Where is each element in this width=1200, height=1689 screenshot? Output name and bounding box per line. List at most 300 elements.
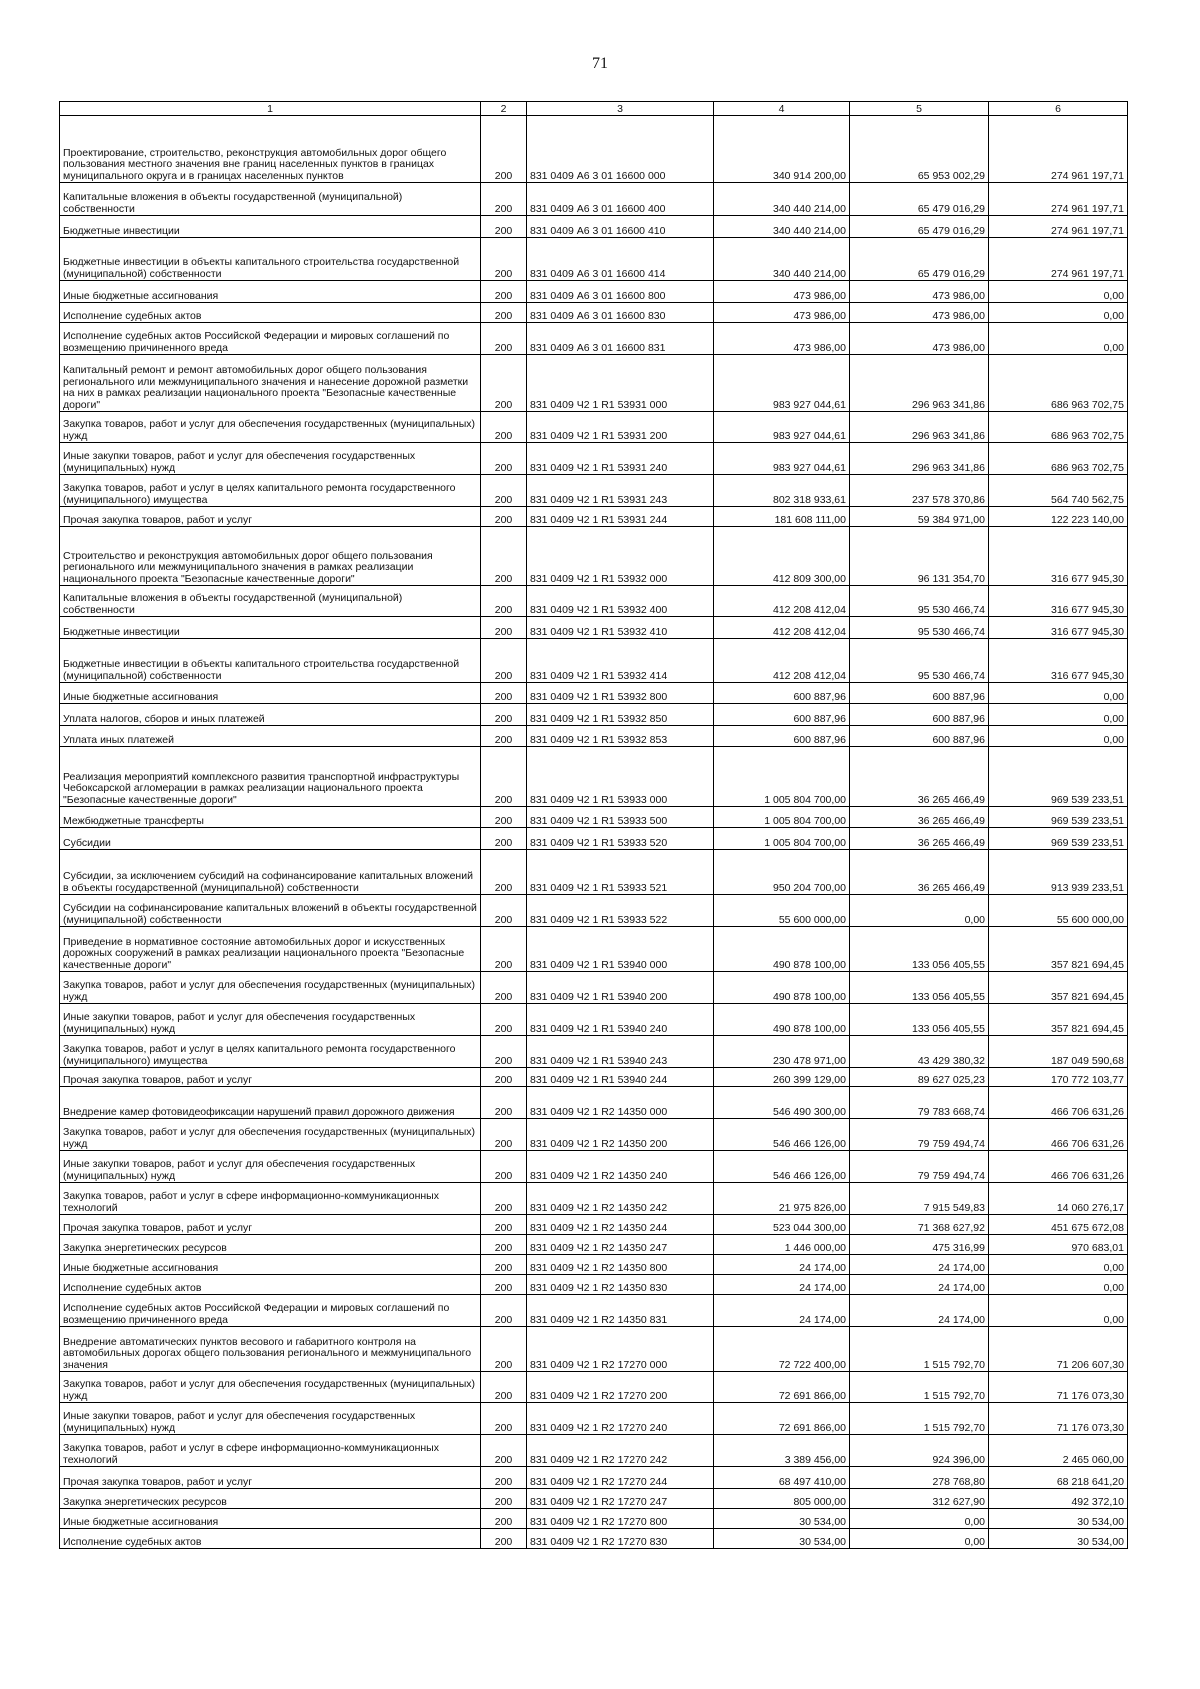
row-line-code: 200: [481, 1183, 527, 1215]
table-row: [60, 216, 1128, 238]
row-remaining-amount: 71 176 073,30: [989, 1372, 1128, 1403]
row-classification-code: 831 0409 Ч2 1 R2 17270 000: [527, 1327, 714, 1372]
row-executed-amount: 95 530 466,74: [850, 639, 989, 683]
row-executed-amount: 65 479 016,29: [850, 216, 989, 238]
column-header: 2: [481, 102, 527, 116]
table-row: [60, 617, 1128, 639]
row-line-code: 200: [481, 1004, 527, 1036]
row-executed-amount: 65 479 016,29: [850, 183, 989, 216]
row-approved-amount: 473 986,00: [714, 303, 850, 323]
row-executed-amount: 1 515 792,70: [850, 1372, 989, 1403]
row-classification-code: 831 0409 Ч2 1 R2 14350 000: [527, 1087, 714, 1119]
row-name: Бюджетные инвестиции в объекты капитального строительства государственной (муниципальной) собственности: [60, 639, 481, 683]
table-row: [60, 238, 1128, 281]
row-remaining-amount: 969 539 233,51: [989, 828, 1128, 850]
row-approved-amount: 546 490 300,00: [714, 1087, 850, 1119]
row-approved-amount: 340 440 214,00: [714, 183, 850, 216]
row-line-code: 200: [481, 1036, 527, 1068]
row-classification-code: 831 0409 А6 3 01 16600 000: [527, 116, 714, 183]
row-executed-amount: 475 316,99: [850, 1235, 989, 1255]
row-executed-amount: 296 963 341,86: [850, 412, 989, 443]
row-executed-amount: 71 368 627,92: [850, 1215, 989, 1235]
table-row: [60, 747, 1128, 807]
row-executed-amount: 65 479 016,29: [850, 238, 989, 281]
row-classification-code: 831 0409 Ч2 1 R1 53932 410: [527, 617, 714, 639]
row-classification-code: 831 0409 Ч2 1 R1 53931 200: [527, 412, 714, 443]
row-remaining-amount: 71 176 073,30: [989, 1403, 1128, 1435]
row-name: Закупка товаров, работ и услуг для обеспечения государственных (муниципальных) нужд: [60, 1119, 481, 1151]
row-remaining-amount: 0,00: [989, 281, 1128, 303]
row-line-code: 200: [481, 828, 527, 850]
row-remaining-amount: 451 675 672,08: [989, 1215, 1128, 1235]
row-classification-code: 831 0409 Ч2 1 R1 53940 243: [527, 1036, 714, 1068]
row-line-code: 200: [481, 807, 527, 828]
table-row: [60, 1183, 1128, 1215]
row-approved-amount: 3 389 456,00: [714, 1435, 850, 1467]
row-line-code: 200: [481, 1255, 527, 1275]
row-name: Закупка товаров, работ и услуг в сфере информационно-коммуникационных технологий: [60, 1435, 481, 1467]
table-row: [60, 443, 1128, 475]
row-remaining-amount: 969 539 233,51: [989, 747, 1128, 807]
row-remaining-amount: 0,00: [989, 1255, 1128, 1275]
row-line-code: 200: [481, 972, 527, 1004]
row-executed-amount: 79 759 494,74: [850, 1151, 989, 1183]
row-name: Иные закупки товаров, работ и услуг для обеспечения государственных (муниципальных) нужд: [60, 1004, 481, 1036]
row-name: Закупка энергетических ресурсов: [60, 1489, 481, 1509]
row-classification-code: 831 0409 Ч2 1 R2 14350 247: [527, 1235, 714, 1255]
column-header: 1: [60, 102, 481, 116]
row-name: Уплата налогов, сборов и иных платежей: [60, 704, 481, 726]
row-line-code: 200: [481, 1509, 527, 1529]
row-approved-amount: 72 691 866,00: [714, 1403, 850, 1435]
row-remaining-amount: 2 465 060,00: [989, 1435, 1128, 1467]
row-approved-amount: 600 887,96: [714, 704, 850, 726]
row-line-code: 200: [481, 704, 527, 726]
table-row: [60, 1403, 1128, 1435]
row-remaining-amount: 0,00: [989, 303, 1128, 323]
row-executed-amount: 95 530 466,74: [850, 617, 989, 639]
row-classification-code: 831 0409 Ч2 1 R2 17270 830: [527, 1529, 714, 1549]
row-remaining-amount: 686 963 702,75: [989, 412, 1128, 443]
row-remaining-amount: 0,00: [989, 323, 1128, 355]
table-row: [60, 927, 1128, 972]
row-executed-amount: 600 887,96: [850, 726, 989, 747]
row-name: Строительство и реконструкция автомобильных дорог общего пользования регионального или межмуниципального значения в рамках реализации национального проекта "Безопасные качественные дороги": [60, 527, 481, 586]
row-executed-amount: 1 515 792,70: [850, 1327, 989, 1372]
row-classification-code: 831 0409 Ч2 1 R1 53931 244: [527, 507, 714, 527]
row-classification-code: 831 0409 А6 3 01 16600 831: [527, 323, 714, 355]
row-remaining-amount: 913 939 233,51: [989, 850, 1128, 895]
row-approved-amount: 24 174,00: [714, 1295, 850, 1327]
row-name: Исполнение судебных актов: [60, 303, 481, 323]
row-name: Капитальные вложения в объекты государственной (муниципальной) собственности: [60, 183, 481, 216]
row-name: Субсидии: [60, 828, 481, 850]
row-classification-code: 831 0409 Ч2 1 R1 53932 414: [527, 639, 714, 683]
row-name: Внедрение камер фотовидеофиксации нарушений правил дорожного движения: [60, 1087, 481, 1119]
row-line-code: 200: [481, 895, 527, 927]
row-line-code: 200: [481, 1489, 527, 1509]
row-executed-amount: 133 056 405,55: [850, 1004, 989, 1036]
table-row: [60, 972, 1128, 1004]
row-approved-amount: 983 927 044,61: [714, 412, 850, 443]
row-executed-amount: 36 265 466,49: [850, 850, 989, 895]
row-remaining-amount: 187 049 590,68: [989, 1036, 1128, 1068]
row-approved-amount: 600 887,96: [714, 726, 850, 747]
row-line-code: 200: [481, 216, 527, 238]
row-line-code: 200: [481, 183, 527, 216]
row-approved-amount: 523 044 300,00: [714, 1215, 850, 1235]
row-name: Реализация мероприятий комплексного развития транспортной инфраструктуры Чебоксарской агломерации в рамках реализации национального проекта "Безопасные качественные дороги": [60, 747, 481, 807]
row-name: Проектирование, строительство, реконструкция автомобильных дорог общего пользования местного значения вне границ населенных пунктов в границах муниципального округа и в границах населенных пунктов: [60, 116, 481, 183]
row-classification-code: 831 0409 Ч2 1 R2 17270 200: [527, 1372, 714, 1403]
row-classification-code: 831 0409 Ч2 1 R1 53932 800: [527, 683, 714, 704]
row-remaining-amount: 357 821 694,45: [989, 927, 1128, 972]
row-remaining-amount: 316 677 945,30: [989, 617, 1128, 639]
table-row: [60, 1255, 1128, 1275]
row-executed-amount: 95 530 466,74: [850, 586, 989, 617]
column-header: 3: [527, 102, 714, 116]
row-name: Бюджетные инвестиции: [60, 216, 481, 238]
row-approved-amount: 30 534,00: [714, 1509, 850, 1529]
row-executed-amount: 24 174,00: [850, 1275, 989, 1295]
row-executed-amount: 36 265 466,49: [850, 828, 989, 850]
row-remaining-amount: 274 961 197,71: [989, 238, 1128, 281]
row-classification-code: 831 0409 Ч2 1 R2 17270 247: [527, 1489, 714, 1509]
row-approved-amount: 546 466 126,00: [714, 1119, 850, 1151]
row-classification-code: 831 0409 Ч2 1 R2 14350 830: [527, 1275, 714, 1295]
row-line-code: 200: [481, 1403, 527, 1435]
table-row: [60, 1529, 1128, 1549]
row-classification-code: 831 0409 Ч2 1 R1 53940 240: [527, 1004, 714, 1036]
table-row: [60, 507, 1128, 527]
row-line-code: 200: [481, 116, 527, 183]
row-approved-amount: 24 174,00: [714, 1255, 850, 1275]
row-approved-amount: 805 000,00: [714, 1489, 850, 1509]
row-classification-code: 831 0409 Ч2 1 R2 14350 240: [527, 1151, 714, 1183]
row-line-code: 200: [481, 927, 527, 972]
row-name: Закупка товаров, работ и услуг в сфере информационно-коммуникационных технологий: [60, 1183, 481, 1215]
row-name: Бюджетные инвестиции: [60, 617, 481, 639]
table-row: [60, 323, 1128, 355]
row-line-code: 200: [481, 303, 527, 323]
row-name: Приведение в нормативное состояние автомобильных дорог и искусственных дорожных сооружений в рамках реализации национального проекта "Безопасные качественные дороги": [60, 927, 481, 972]
row-classification-code: 831 0409 Ч2 1 R1 53940 200: [527, 972, 714, 1004]
row-line-code: 200: [481, 747, 527, 807]
row-approved-amount: 490 878 100,00: [714, 972, 850, 1004]
row-executed-amount: 473 986,00: [850, 323, 989, 355]
table-row: [60, 704, 1128, 726]
row-name: Закупка энергетических ресурсов: [60, 1235, 481, 1255]
row-remaining-amount: 686 963 702,75: [989, 355, 1128, 412]
row-executed-amount: 24 174,00: [850, 1295, 989, 1327]
row-executed-amount: 0,00: [850, 895, 989, 927]
row-classification-code: 831 0409 Ч2 1 R1 53940 244: [527, 1068, 714, 1087]
table-row: [60, 1087, 1128, 1119]
column-header: 4: [714, 102, 850, 116]
row-classification-code: 831 0409 Ч2 1 R1 53933 522: [527, 895, 714, 927]
row-remaining-amount: 0,00: [989, 683, 1128, 704]
table-row: [60, 1372, 1128, 1403]
table-row: [60, 303, 1128, 323]
row-line-code: 200: [481, 475, 527, 507]
row-approved-amount: 412 208 412,04: [714, 586, 850, 617]
table-row: [60, 475, 1128, 507]
row-classification-code: 831 0409 Ч2 1 R2 14350 200: [527, 1119, 714, 1151]
table-row: [60, 683, 1128, 704]
table-row: [60, 586, 1128, 617]
row-classification-code: 831 0409 А6 3 01 16600 414: [527, 238, 714, 281]
table-row: [60, 1119, 1128, 1151]
row-classification-code: 831 0409 Ч2 1 R2 17270 240: [527, 1403, 714, 1435]
row-line-code: 200: [481, 639, 527, 683]
table-row: [60, 1215, 1128, 1235]
row-line-code: 200: [481, 850, 527, 895]
row-name: Закупка товаров, работ и услуг для обеспечения государственных (муниципальных) нужд: [60, 972, 481, 1004]
column-header: 5: [850, 102, 989, 116]
row-executed-amount: 296 963 341,86: [850, 443, 989, 475]
row-name: Уплата иных платежей: [60, 726, 481, 747]
row-approved-amount: 1 005 804 700,00: [714, 747, 850, 807]
row-name: Внедрение автоматических пунктов весового и габаритного контроля на автомобильных дорогах общего пользования регионального и межмуниципального значения: [60, 1327, 481, 1372]
row-approved-amount: 340 440 214,00: [714, 238, 850, 281]
row-classification-code: 831 0409 Ч2 1 R2 14350 800: [527, 1255, 714, 1275]
table-row: [60, 1295, 1128, 1327]
row-classification-code: 831 0409 А6 3 01 16600 410: [527, 216, 714, 238]
row-name: Исполнение судебных актов: [60, 1275, 481, 1295]
row-remaining-amount: 316 677 945,30: [989, 527, 1128, 586]
table-row: [60, 1004, 1128, 1036]
row-line-code: 200: [481, 1327, 527, 1372]
row-executed-amount: 133 056 405,55: [850, 927, 989, 972]
row-remaining-amount: 55 600 000,00: [989, 895, 1128, 927]
row-remaining-amount: 274 961 197,71: [989, 116, 1128, 183]
row-approved-amount: 1 446 000,00: [714, 1235, 850, 1255]
table-row: [60, 828, 1128, 850]
table-row: [60, 850, 1128, 895]
row-executed-amount: 278 768,80: [850, 1467, 989, 1489]
row-approved-amount: 1 005 804 700,00: [714, 807, 850, 828]
row-classification-code: 831 0409 Ч2 1 R1 53933 500: [527, 807, 714, 828]
row-classification-code: 831 0409 А6 3 01 16600 800: [527, 281, 714, 303]
row-remaining-amount: 466 706 631,26: [989, 1119, 1128, 1151]
row-remaining-amount: 0,00: [989, 1295, 1128, 1327]
table-row: [60, 1151, 1128, 1183]
row-remaining-amount: 969 539 233,51: [989, 807, 1128, 828]
row-name: Иные бюджетные ассигнования: [60, 683, 481, 704]
row-line-code: 200: [481, 1087, 527, 1119]
table-row: [60, 639, 1128, 683]
row-name: Иные закупки товаров, работ и услуг для обеспечения государственных (муниципальных) нужд: [60, 443, 481, 475]
table-row: [60, 1327, 1128, 1372]
row-executed-amount: 89 627 025,23: [850, 1068, 989, 1087]
budget-execution-table: [59, 101, 1128, 1549]
row-name: Закупка товаров, работ и услуг для обеспечения государственных (муниципальных) нужд: [60, 412, 481, 443]
row-executed-amount: 600 887,96: [850, 683, 989, 704]
row-name: Иные бюджетные ассигнования: [60, 1255, 481, 1275]
table-row: [60, 726, 1128, 747]
row-name: Субсидии, за исключением субсидий на софинансирование капитальных вложений в объекты государственной (муниципальной) собственности: [60, 850, 481, 895]
row-approved-amount: 24 174,00: [714, 1275, 850, 1295]
row-line-code: 200: [481, 323, 527, 355]
row-remaining-amount: 274 961 197,71: [989, 216, 1128, 238]
row-classification-code: 831 0409 Ч2 1 R1 53933 520: [527, 828, 714, 850]
row-name: Прочая закупка товаров, работ и услуг: [60, 507, 481, 527]
row-executed-amount: 65 953 002,29: [850, 116, 989, 183]
row-name: Иные бюджетные ассигнования: [60, 281, 481, 303]
row-remaining-amount: 357 821 694,45: [989, 972, 1128, 1004]
row-name: Исполнение судебных актов: [60, 1529, 481, 1549]
row-approved-amount: 983 927 044,61: [714, 355, 850, 412]
row-remaining-amount: 970 683,01: [989, 1235, 1128, 1255]
row-name: Прочая закупка товаров, работ и услуг: [60, 1215, 481, 1235]
row-approved-amount: 21 975 826,00: [714, 1183, 850, 1215]
row-classification-code: 831 0409 А6 3 01 16600 830: [527, 303, 714, 323]
row-approved-amount: 68 497 410,00: [714, 1467, 850, 1489]
table-row: [60, 355, 1128, 412]
row-classification-code: 831 0409 Ч2 1 R2 17270 244: [527, 1467, 714, 1489]
row-name: Закупка товаров, работ и услуг для обеспечения государственных (муниципальных) нужд: [60, 1372, 481, 1403]
row-line-code: 200: [481, 617, 527, 639]
row-approved-amount: 490 878 100,00: [714, 1004, 850, 1036]
row-executed-amount: 237 578 370,86: [850, 475, 989, 507]
row-line-code: 200: [481, 1151, 527, 1183]
row-remaining-amount: 30 534,00: [989, 1509, 1128, 1529]
row-line-code: 200: [481, 238, 527, 281]
row-classification-code: 831 0409 Ч2 1 R2 14350 242: [527, 1183, 714, 1215]
row-name: Закупка товаров, работ и услуг в целях капитального ремонта государственного (муниципального) имущества: [60, 1036, 481, 1068]
row-classification-code: 831 0409 Ч2 1 R1 53931 243: [527, 475, 714, 507]
table-row: [60, 1489, 1128, 1509]
row-executed-amount: 473 986,00: [850, 303, 989, 323]
row-classification-code: 831 0409 Ч2 1 R1 53932 853: [527, 726, 714, 747]
row-classification-code: 831 0409 Ч2 1 R2 17270 242: [527, 1435, 714, 1467]
row-approved-amount: 802 318 933,61: [714, 475, 850, 507]
row-name: Закупка товаров, работ и услуг в целях капитального ремонта государственного (муниципального) имущества: [60, 475, 481, 507]
row-name: Прочая закупка товаров, работ и услуг: [60, 1068, 481, 1087]
row-remaining-amount: 122 223 140,00: [989, 507, 1128, 527]
row-executed-amount: 473 986,00: [850, 281, 989, 303]
row-name: Бюджетные инвестиции в объекты капитального строительства государственной (муниципальной) собственности: [60, 238, 481, 281]
row-executed-amount: 24 174,00: [850, 1255, 989, 1275]
row-name: Межбюджетные трансферты: [60, 807, 481, 828]
row-approved-amount: 260 399 129,00: [714, 1068, 850, 1087]
column-number-row: [60, 102, 1128, 116]
row-classification-code: 831 0409 Ч2 1 R1 53932 000: [527, 527, 714, 586]
row-line-code: 200: [481, 726, 527, 747]
row-line-code: 200: [481, 412, 527, 443]
row-approved-amount: 230 478 971,00: [714, 1036, 850, 1068]
row-remaining-amount: 466 706 631,26: [989, 1087, 1128, 1119]
row-approved-amount: 490 878 100,00: [714, 927, 850, 972]
row-executed-amount: 312 627,90: [850, 1489, 989, 1509]
row-name: Иные закупки товаров, работ и услуг для обеспечения государственных (муниципальных) нужд: [60, 1403, 481, 1435]
row-executed-amount: 59 384 971,00: [850, 507, 989, 527]
row-remaining-amount: 0,00: [989, 726, 1128, 747]
row-approved-amount: 340 440 214,00: [714, 216, 850, 238]
row-remaining-amount: 316 677 945,30: [989, 586, 1128, 617]
row-approved-amount: 55 600 000,00: [714, 895, 850, 927]
row-executed-amount: 79 759 494,74: [850, 1119, 989, 1151]
table-row: [60, 281, 1128, 303]
table-row: [60, 527, 1128, 586]
table-row: [60, 1068, 1128, 1087]
row-remaining-amount: 170 772 103,77: [989, 1068, 1128, 1087]
table-row: [60, 1235, 1128, 1255]
row-line-code: 200: [481, 507, 527, 527]
row-classification-code: 831 0409 Ч2 1 R1 53931 240: [527, 443, 714, 475]
row-approved-amount: 340 914 200,00: [714, 116, 850, 183]
column-header: 6: [989, 102, 1128, 116]
row-line-code: 200: [481, 527, 527, 586]
row-remaining-amount: 357 821 694,45: [989, 1004, 1128, 1036]
row-line-code: 200: [481, 586, 527, 617]
table-body: [60, 116, 1128, 1549]
row-name: Прочая закупка товаров, работ и услуг: [60, 1467, 481, 1489]
row-classification-code: 831 0409 Ч2 1 R1 53933 000: [527, 747, 714, 807]
row-approved-amount: 546 466 126,00: [714, 1151, 850, 1183]
row-executed-amount: 7 915 549,83: [850, 1183, 989, 1215]
row-remaining-amount: 14 060 276,17: [989, 1183, 1128, 1215]
table-row: [60, 807, 1128, 828]
row-executed-amount: 43 429 380,32: [850, 1036, 989, 1068]
row-approved-amount: 1 005 804 700,00: [714, 828, 850, 850]
row-line-code: 200: [481, 443, 527, 475]
table-row: [60, 1467, 1128, 1489]
row-approved-amount: 181 608 111,00: [714, 507, 850, 527]
row-name: Исполнение судебных актов Российской Федерации и мировых соглашений по возмещению причиненного вреда: [60, 323, 481, 355]
row-approved-amount: 950 204 700,00: [714, 850, 850, 895]
row-remaining-amount: 30 534,00: [989, 1529, 1128, 1549]
row-executed-amount: 924 396,00: [850, 1435, 989, 1467]
table-row: [60, 1509, 1128, 1529]
row-line-code: 200: [481, 355, 527, 412]
row-classification-code: 831 0409 Ч2 1 R2 17270 800: [527, 1509, 714, 1529]
row-name: Субсидии на софинансирование капитальных вложений в объекты государственной (муниципальной) собственности: [60, 895, 481, 927]
row-executed-amount: 296 963 341,86: [850, 355, 989, 412]
row-line-code: 200: [481, 683, 527, 704]
table-row: [60, 895, 1128, 927]
row-line-code: 200: [481, 281, 527, 303]
row-approved-amount: 983 927 044,61: [714, 443, 850, 475]
row-remaining-amount: 71 206 607,30: [989, 1327, 1128, 1372]
row-remaining-amount: 0,00: [989, 1275, 1128, 1295]
row-approved-amount: 473 986,00: [714, 323, 850, 355]
row-remaining-amount: 686 963 702,75: [989, 443, 1128, 475]
row-approved-amount: 412 208 412,04: [714, 617, 850, 639]
row-remaining-amount: 68 218 641,20: [989, 1467, 1128, 1489]
row-line-code: 200: [481, 1275, 527, 1295]
row-approved-amount: 72 722 400,00: [714, 1327, 850, 1372]
row-executed-amount: 133 056 405,55: [850, 972, 989, 1004]
row-remaining-amount: 466 706 631,26: [989, 1151, 1128, 1183]
row-approved-amount: 72 691 866,00: [714, 1372, 850, 1403]
table-row: [60, 1036, 1128, 1068]
row-executed-amount: 36 265 466,49: [850, 747, 989, 807]
row-name: Капитальные вложения в объекты государственной (муниципальной) собственности: [60, 586, 481, 617]
row-remaining-amount: 316 677 945,30: [989, 639, 1128, 683]
table-row: [60, 183, 1128, 216]
table-row: [60, 1435, 1128, 1467]
row-approved-amount: 30 534,00: [714, 1529, 850, 1549]
row-classification-code: 831 0409 Ч2 1 R1 53933 521: [527, 850, 714, 895]
row-name: Капитальный ремонт и ремонт автомобильных дорог общего пользования регионального или межмуниципального значения и нанесение дорожной разметки на них в рамках реализации национального проекта "Безопасные качественные дороги": [60, 355, 481, 412]
row-approved-amount: 473 986,00: [714, 281, 850, 303]
row-remaining-amount: 0,00: [989, 704, 1128, 726]
row-executed-amount: 36 265 466,49: [850, 807, 989, 828]
row-classification-code: 831 0409 Ч2 1 R1 53932 850: [527, 704, 714, 726]
row-line-code: 200: [481, 1235, 527, 1255]
page-number: 71: [592, 55, 608, 72]
